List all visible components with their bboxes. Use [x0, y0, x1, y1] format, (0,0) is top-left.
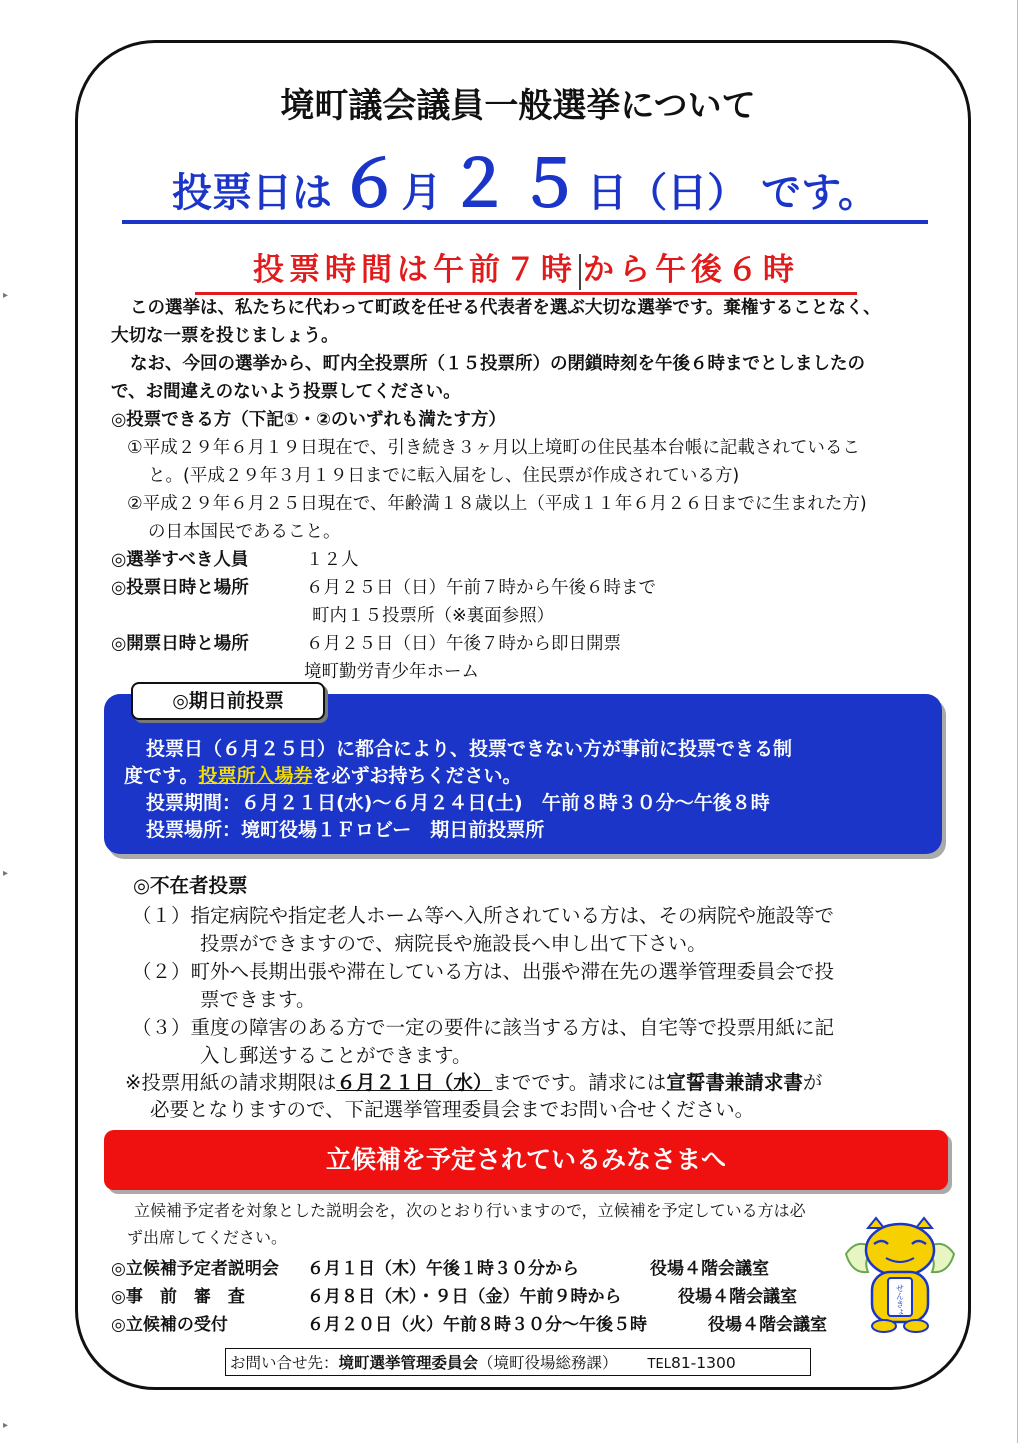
contact-dept: （境町役場総務課） — [478, 1354, 618, 1372]
contact-org: 境町選挙管理委員会 — [338, 1354, 479, 1372]
detail-value: 境町勤労青少年ホーム — [304, 662, 479, 682]
voting-hours-start: 投票時間は午前７時 — [253, 252, 577, 288]
mascot-illustration — [838, 1214, 962, 1336]
contact-phone: 81-1300 — [670, 1354, 736, 1372]
intro-text: なお、今回の選挙から、町内全投票所（１５投票所）の閉鎖時刻を午後６時までとしましたの — [130, 354, 865, 374]
vote-day-month-unit: 月 — [401, 170, 442, 216]
mascot-badge-text: せんきょ — [895, 1284, 905, 1316]
absentee-heading: ◎不在者投票 — [133, 874, 248, 897]
vote-day-prefix: 投票日は — [172, 170, 333, 216]
detail-value: ６月２５日（日）午後７時から即日開票 — [306, 634, 621, 654]
early-voting-text-part: を必ずお持ちください。 — [312, 765, 522, 787]
absentee-note: 必要となりますので、下記選挙管理委員会までお問い合せください。 — [150, 1098, 755, 1121]
schedule-label: ◎立候補予定者説明会 — [111, 1259, 279, 1279]
contact-label: お問い合せ先： — [230, 1354, 339, 1372]
absentee-item: 票できます。 — [200, 988, 316, 1011]
vote-day-suffix: です。 — [761, 170, 878, 216]
voting-hours-end: から午後６時 — [583, 252, 799, 288]
detail-label: ◎選挙すべき人員 — [111, 550, 249, 570]
vote-day-headline — [122, 150, 928, 224]
schedule-date: ６月８日（木）・９日（金）午前９時から — [307, 1287, 622, 1307]
candidates-intro: 立候補予定者を対象とした説明会を，次のとおり行いますので，立候補を予定している方は必 — [134, 1201, 806, 1220]
note-deadline: ６月２１日（水） — [336, 1071, 493, 1094]
page-marker: ▸ — [3, 868, 9, 879]
candidates-banner: 立候補を予定されているみなさまへ — [104, 1130, 948, 1190]
detail-value: ６月２５日（日）午前７時から午後６時まで — [306, 578, 656, 598]
early-voting-text: 投票日（６月２５日）に都合により、投票できない方が事前に投票できる制 — [146, 738, 793, 760]
admission-ticket-highlight: 投票所入場券 — [198, 765, 313, 787]
tel-prefix: TEL — [647, 1357, 671, 1372]
vote-day-weekday: （日） — [627, 170, 748, 216]
candidates-intro: ず出席してください。 — [127, 1228, 288, 1247]
note-text: ※投票用紙の請求期限は — [125, 1071, 337, 1094]
early-voting-text-part: 度です。 — [124, 765, 199, 787]
voting-hours — [195, 244, 857, 295]
absentee-item: （３）重度の障害のある方で一定の要件に該当する方は、自宅等で投票用紙に記 — [132, 1016, 835, 1039]
vote-day-day: ２５ — [447, 148, 588, 222]
note-text: までです。請求には — [492, 1071, 667, 1094]
note-form-name: 宣誓書兼請求書 — [666, 1071, 803, 1094]
absentee-item: （２）町外へ長期出張や滞在している方は、出張や滞在先の選挙管理委員会で投 — [132, 960, 835, 983]
eligibility-condition: ①平成２９年６月１９日現在で、引き続き３ヶ月以上境町の住民基本台帳に記載されているこ — [127, 438, 860, 458]
schedule-label: ◎立候補の受付 — [111, 1315, 228, 1335]
page-edge-line — [1017, 0, 1018, 1443]
schedule-place: 役場４階会議室 — [650, 1259, 769, 1279]
page-marker: ▸ — [3, 290, 9, 301]
intro-text: この選挙は、私たちに代わって町政を任せる代表者を選ぶ大切な選挙です。棄権することなく、 — [130, 298, 881, 318]
detail-value: １２人 — [306, 550, 359, 570]
schedule-date: ６月１日（木）午後１時３０分から — [307, 1259, 579, 1279]
schedule-label: ◎事 前 審 査 — [111, 1287, 245, 1307]
note-text: が — [802, 1071, 823, 1094]
early-voting-period: 投票期間：６月２１日(水)～６月２４日(土) 午前８時３０分～午後８時 — [146, 792, 770, 814]
intro-text: 大切な一票を投じましょう。 — [111, 326, 339, 346]
page-title: 境町議会議員一般選挙について — [280, 86, 756, 126]
early-voting-tab: ◎期日前投票 — [131, 682, 325, 720]
eligibility-heading: ◎投票できる方（下記①・②のいずれも満たす方） — [111, 410, 506, 430]
detail-value: 町内１５投票所（※裏面参照） — [312, 606, 555, 626]
eligibility-condition: と。(平成２９年３月１９日までに転入届をし、住民票が作成されている方) — [148, 466, 740, 486]
absentee-note — [125, 1067, 822, 1095]
contact-box — [225, 1348, 811, 1376]
schedule-place: 役場４階会議室 — [708, 1315, 827, 1335]
vote-day-month: ６ — [337, 148, 402, 222]
eligibility-condition: の日本国民であること。 — [148, 522, 341, 542]
absentee-item: （１）指定病院や指定老人ホーム等へ入所されている方は、その病院や施設等で — [132, 904, 835, 927]
intro-text: で、お間違えのないよう投票してください。 — [111, 382, 461, 402]
eligibility-condition: ②平成２９年６月２５日現在で、年齢満１８歳以上（平成１１年６月２６日までに生まれた方) — [127, 494, 867, 514]
detail-label: ◎投票日時と場所 — [111, 578, 249, 598]
hours-separator — [579, 254, 581, 290]
schedule-place: 役場４階会議室 — [678, 1287, 797, 1307]
schedule-date: ６月２０日（火）午前８時３０分～午後５時 — [307, 1315, 647, 1335]
page-marker: ▸ — [3, 1420, 9, 1431]
detail-label: ◎開票日時と場所 — [111, 634, 249, 654]
early-voting-place: 投票場所：境町役場１Ｆロビー 期日前投票所 — [146, 819, 545, 841]
absentee-item: 投票ができますので、病院長や施設長へ申し出て下さい。 — [200, 932, 707, 955]
absentee-item: 入し郵送することができます。 — [200, 1044, 472, 1067]
early-voting-text — [124, 761, 522, 788]
vote-day-day-unit: 日 — [587, 170, 628, 216]
